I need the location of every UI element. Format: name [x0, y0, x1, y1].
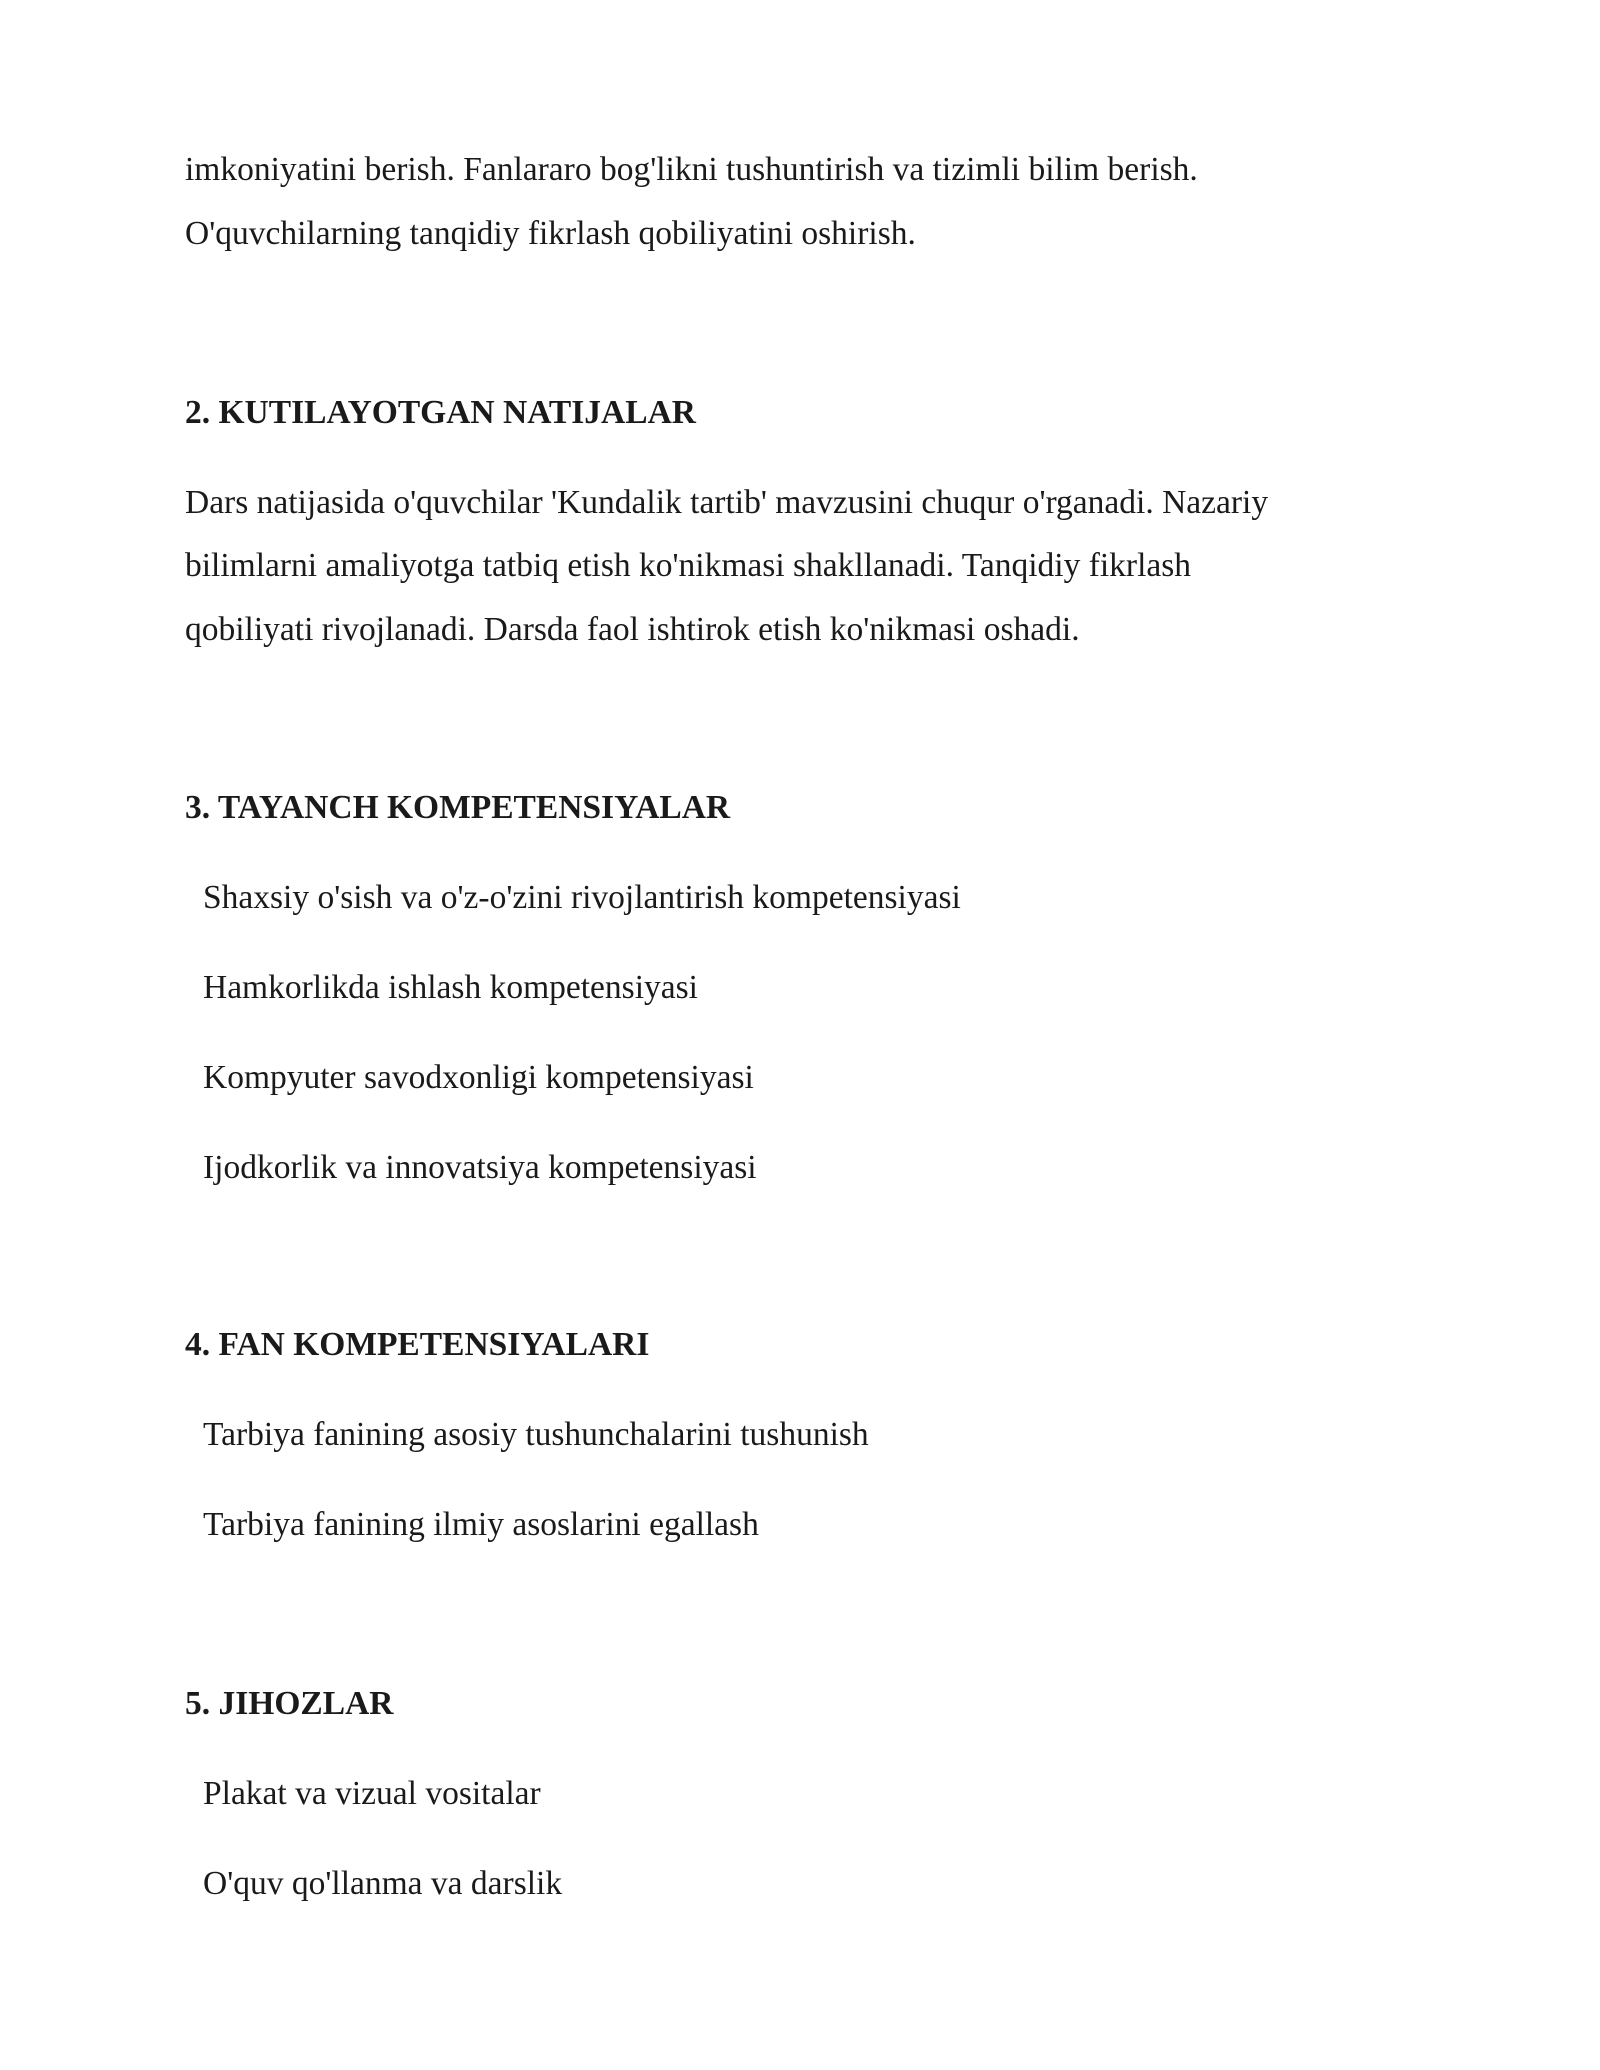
list-item: Plakat va vizual vositalar [203, 1775, 541, 1812]
list-item: Tarbiya fanining ilmiy asoslarini egallash [203, 1506, 759, 1543]
intro-line: O'quvchilarning tanqidiy fikrlash qobiliyatini oshirish. [185, 215, 916, 252]
paragraph-line: Dars natijasida o'quvchilar 'Kundalik tartib' mavzusini chuqur o'rganadi. Nazariy [185, 484, 1269, 521]
intro-line: imkoniyatini berish. Fanlararo bog'likni tushuntirish va tizimli bilim berish. [185, 151, 1198, 188]
paragraph-line: bilimlarni amaliyotga tatbiq etish ko'nikmasi shakllanadi. Tanqidiy fikrlash [185, 547, 1192, 584]
section-heading-expected-results: 2. KUTILAYOTGAN NATIJALAR [185, 394, 696, 431]
section-heading-equipment: 5. JIHOZLAR [185, 1685, 394, 1722]
section-heading-core-competencies: 3. TAYANCH KOMPETENSIYALAR [185, 789, 731, 826]
list-item: Kompyuter savodxonligi kompetensiyasi [203, 1059, 754, 1096]
paragraph-line: qobiliyati rivojlanadi. Darsda faol ishtirok etish ko'nikmasi oshadi. [185, 611, 1080, 648]
list-item: O'quv qo'llanma va darslik [203, 1865, 563, 1902]
list-item: Tarbiya fanining asosiy tushunchalarini tushunish [203, 1416, 869, 1453]
list-item: Hamkorlikda ishlash kompetensiyasi [203, 969, 698, 1006]
list-item: Ijodkorlik va innovatsiya kompetensiyasi [203, 1149, 757, 1186]
section-heading-subject-competencies: 4. FAN KOMPETENSIYALARI [185, 1326, 650, 1363]
list-item: Shaxsiy o'sish va o'z-o'zini rivojlantirish kompetensiyasi [203, 879, 961, 916]
